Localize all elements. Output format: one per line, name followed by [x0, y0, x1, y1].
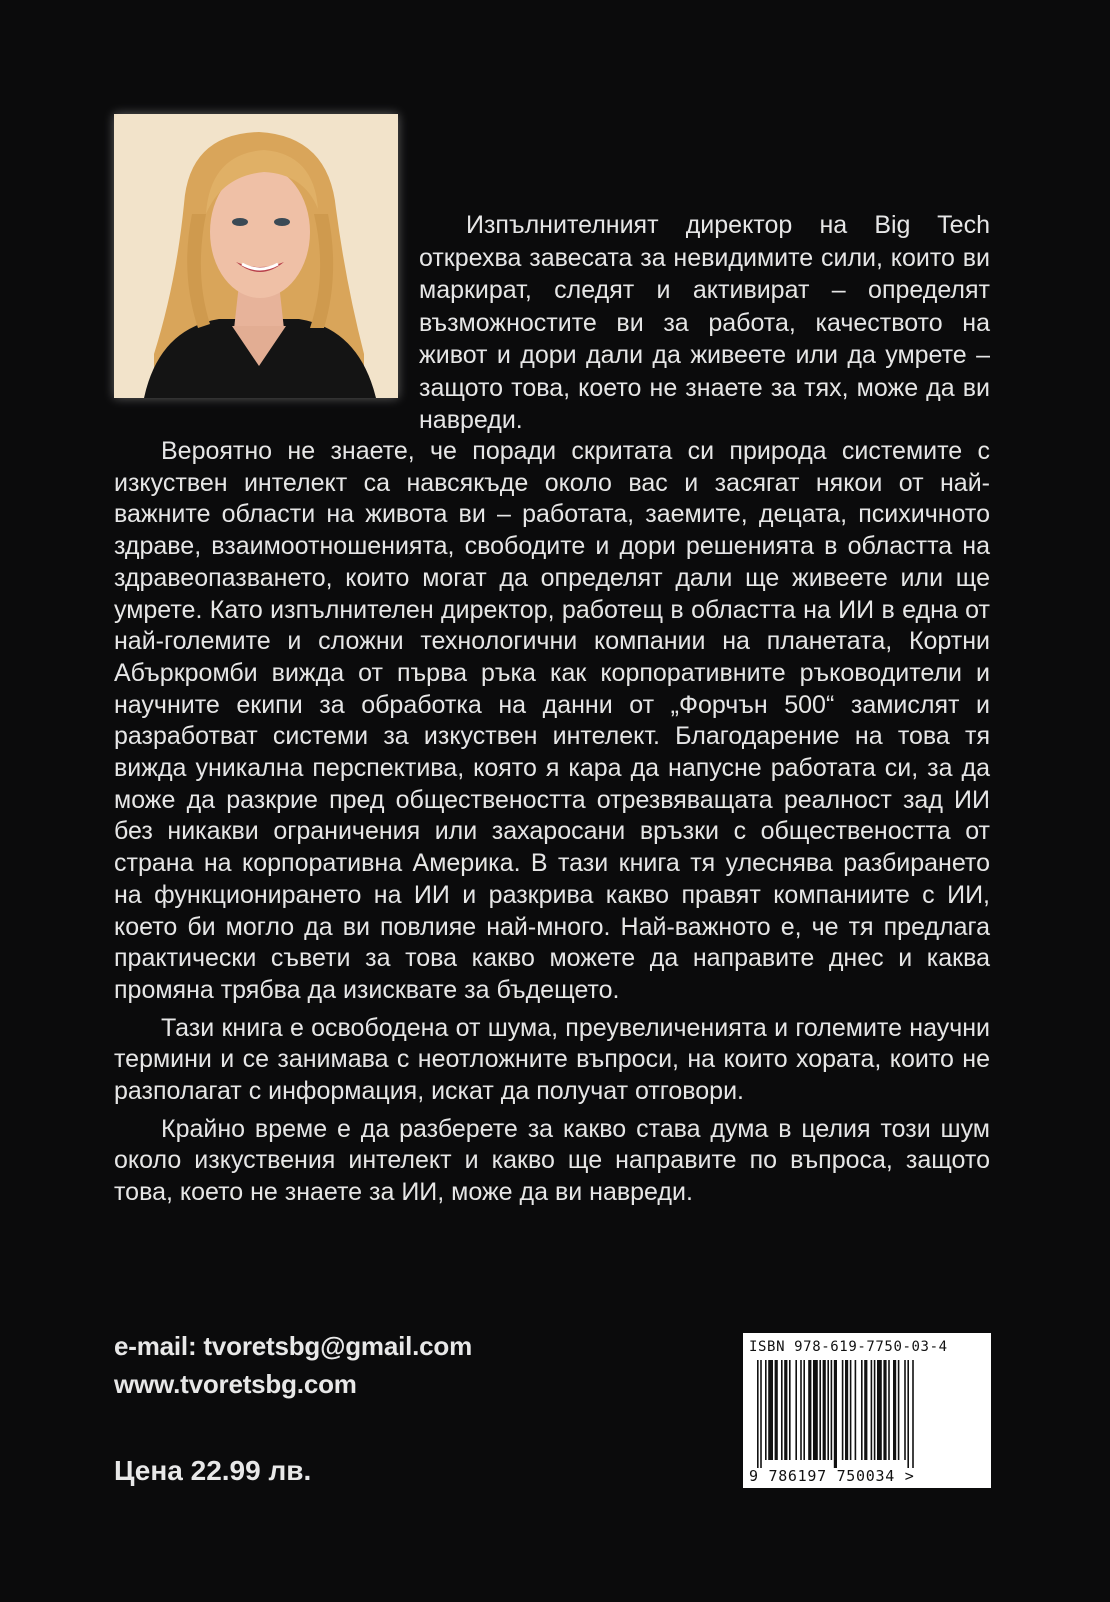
- barcode-bar: [800, 1360, 802, 1460]
- barcode-bar: [765, 1360, 767, 1460]
- publisher-contact: [114, 1327, 472, 1403]
- description-text-block: [114, 436, 990, 1209]
- barcode-bar: [813, 1360, 818, 1460]
- paragraph-1: Вероятно не знаете, че поради скритата си природа системите с изкуствен интелект са навсякъде около вас и засягат някои от най-важните области на живота ви – работата, заемите, децата, психичното здраве, взаимоотношенията, свободите и дори решенията в областта на здравеопазването, които могат да определят дали ще живеете или ще умрете. Като изпълнителен директор, работещ в областта на ИИ в една от най-големите и сложни технологични компании на планетата, Кортни Абъркромби вижда от първа ръка как корпоративните ръководители и научните екипи за обработка на данни от „Форчън 500“ замислят и разработват системи за изкуствен интелект. Благодарение на това тя вижда уникална перспектива, която я кара да напусне работата си, за да може да разкрие пред обществеността отрезвяващата реалност зад ИИ без никакви ограничения или захаросани връзки с обществеността от страна на корпоративна Америка. В тази книга тя улеснява разбирането на функционирането на ИИ и разкрива какво правят компаниите с ИИ, което би могло да ви повлияе най-много. Най-важното е, че тя предлага практически съвети за това какво можете да направите днес и каква промяна трябва да изисквате за бъдещето.: [114, 437, 990, 1004]
- barcode-bar: [823, 1360, 826, 1460]
- barcode-bar: [803, 1360, 805, 1460]
- barcode-bar: [795, 1360, 797, 1460]
- isbn-text: ISBN 978-619-7750-03-4: [749, 1339, 948, 1355]
- barcode-bar: [850, 1360, 852, 1460]
- barcode-bar: [874, 1360, 876, 1460]
- barcode-bar: [904, 1360, 906, 1460]
- intro-text-block: [419, 209, 990, 437]
- barcode-bar: [883, 1360, 886, 1460]
- barcode-bar: [871, 1360, 873, 1460]
- barcode-bar: [888, 1360, 890, 1460]
- intro-paragraph: Изпълнителният директор на Big Tech открехва завесата за невидимите сили, които ви маркират, следят и активират – определят възможностите ви за работа, качеството на живот и дори дали да живеете или да умрете – защото това, което не знаете за тях, може да ви навреди.: [419, 211, 990, 434]
- barcode-bar: [842, 1360, 844, 1460]
- barcode-bar: [757, 1360, 759, 1468]
- barcode-bar: [760, 1360, 762, 1468]
- isbn-barcode: [743, 1333, 991, 1488]
- barcode-bar: [831, 1360, 833, 1460]
- barcode-bar: [808, 1360, 811, 1460]
- author-photo: [114, 114, 398, 398]
- paragraph-3: Крайно време е да разберете за какво става дума в целия този шум около изкуствения интелект и какво ще направите по въпроса, защото това, което не знаете за ИИ, може да ви навреди.: [114, 1114, 990, 1207]
- barcode-bar: [781, 1360, 783, 1460]
- barcode-bars: [757, 1360, 977, 1468]
- barcode-bar: [775, 1360, 778, 1460]
- price-label: Цена 22.99 лв.: [114, 1455, 312, 1486]
- barcode-bar: [877, 1360, 882, 1460]
- barcode-bar: [827, 1360, 829, 1460]
- ean-digits: 9 786197 750034 >: [749, 1467, 915, 1485]
- barcode-bar: [861, 1360, 863, 1460]
- barcode-bar: [768, 1360, 773, 1460]
- barcode-bar: [907, 1360, 909, 1468]
- barcode-bar: [819, 1360, 821, 1460]
- paragraph-2: Тази книга е освободена от шума, преувеличенията и големите научни термини и се занимава с неотложните въпроси, на които хората, които не разполагат с информация, искат да получат отговори.: [114, 1013, 990, 1106]
- barcode-bar: [898, 1360, 900, 1460]
- barcode-bar: [834, 1360, 837, 1468]
- barcode-bar: [845, 1360, 848, 1460]
- website-text: www.tvoretsbg.com: [114, 1369, 357, 1399]
- barcode-bar: [912, 1360, 914, 1468]
- email-text: e-mail: tvoretsbg@gmail.com: [114, 1331, 473, 1361]
- barcode-bar: [864, 1360, 867, 1460]
- barcode-bar: [789, 1360, 791, 1460]
- barcode-bar: [893, 1360, 896, 1460]
- barcode-bar: [784, 1360, 787, 1460]
- barcode-bar: [855, 1360, 857, 1460]
